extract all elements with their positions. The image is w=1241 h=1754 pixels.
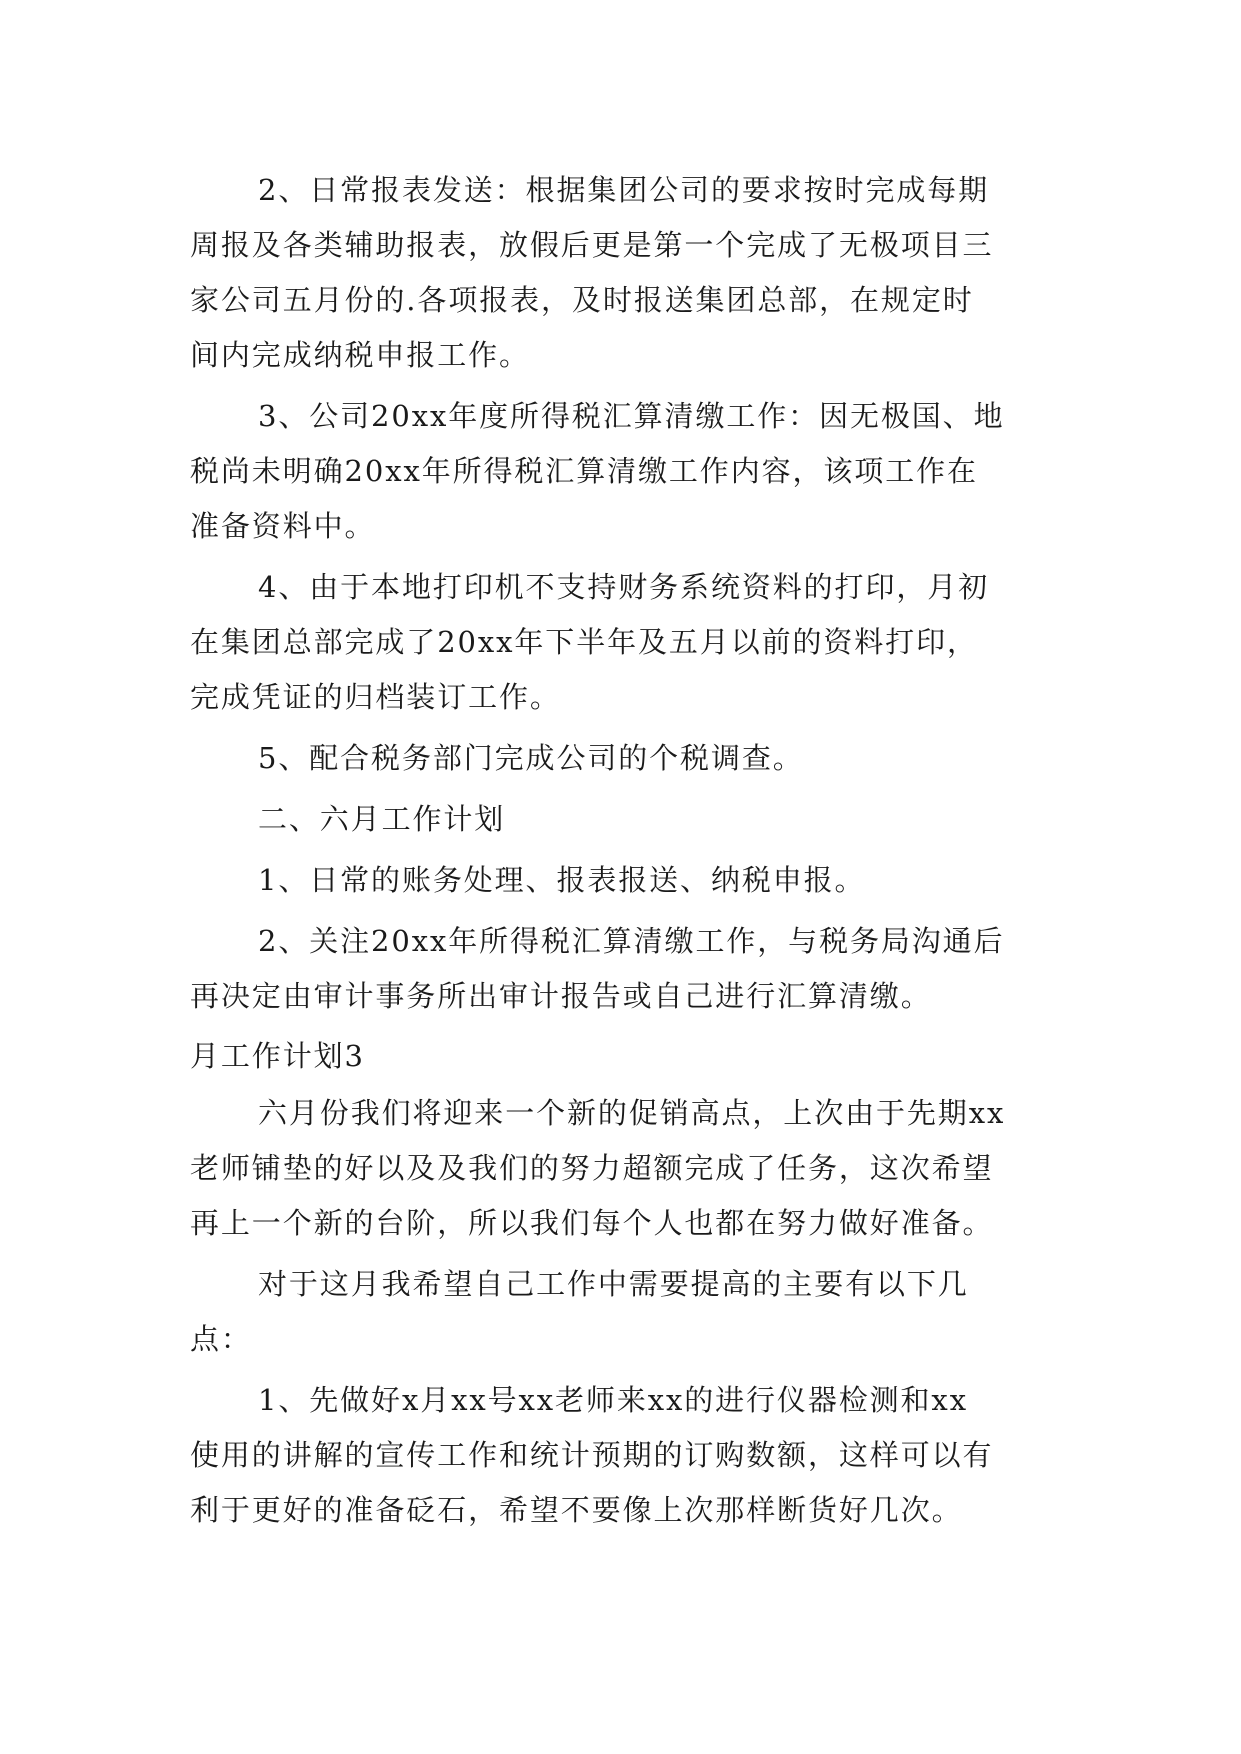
text-line: 3、公司20xx年度所得税汇算清缴工作：因无极国、地 [258,399,1005,433]
text-line: 周报及各类辅助报表，放假后更是第一个完成了无极项目三 [190,228,994,262]
text-line: 4、由于本地打印机不支持财务系统资料的打印，月初 [258,570,990,604]
text-line: 再上一个新的台阶，所以我们每个人也都在努力做好准备。 [190,1206,994,1240]
section-heading: 二、六月工作计划 [258,802,506,836]
text-line: 税尚未明确20xx年所得税汇算清缴工作内容，该项工作在 [190,454,978,488]
text-line: 完成凭证的归档装订工作。 [190,680,561,714]
text-line: 使用的讲解的宣传工作和统计预期的订购数额，这样可以有 [190,1438,994,1472]
text-line: 对于这月我希望自己工作中需要提高的主要有以下几 [258,1267,969,1301]
text-line: 利于更好的准备砭石，希望不要像上次那样断货好几次。 [190,1493,963,1527]
text-line: 老师铺垫的好以及及我们的努力超额完成了任务，这次希望 [190,1151,994,1185]
text-line: 2、关注20xx年所得税汇算清缴工作，与税务局沟通后 [258,924,1005,958]
text-line: 2、日常报表发送：根据集团公司的要求按时完成每期 [258,173,990,207]
section-heading: 月工作计划3 [190,1039,365,1073]
text-line: 间内完成纳税申报工作。 [190,338,530,372]
text-line: 5、配合税务部门完成公司的个税调查。 [258,741,804,775]
text-line: 六月份我们将迎来一个新的促销高点，上次由于先期xx [258,1096,1006,1130]
text-line: 准备资料中。 [190,509,376,543]
text-line: 家公司五月份的.各项报表，及时报送集团总部，在规定时 [190,283,974,317]
text-line: 在集团总部完成了20xx年下半年及五月以前的资料打印， [190,625,978,659]
text-line: 再决定由审计事务所出审计报告或自己进行汇算清缴。 [190,979,932,1013]
text-line: 1、日常的账务处理、报表报送、纳税申报。 [258,863,866,897]
text-line: 1、先做好x月xx号xx老师来xx的进行仪器检测和xx [258,1383,968,1417]
text-line: 点： [190,1322,252,1356]
